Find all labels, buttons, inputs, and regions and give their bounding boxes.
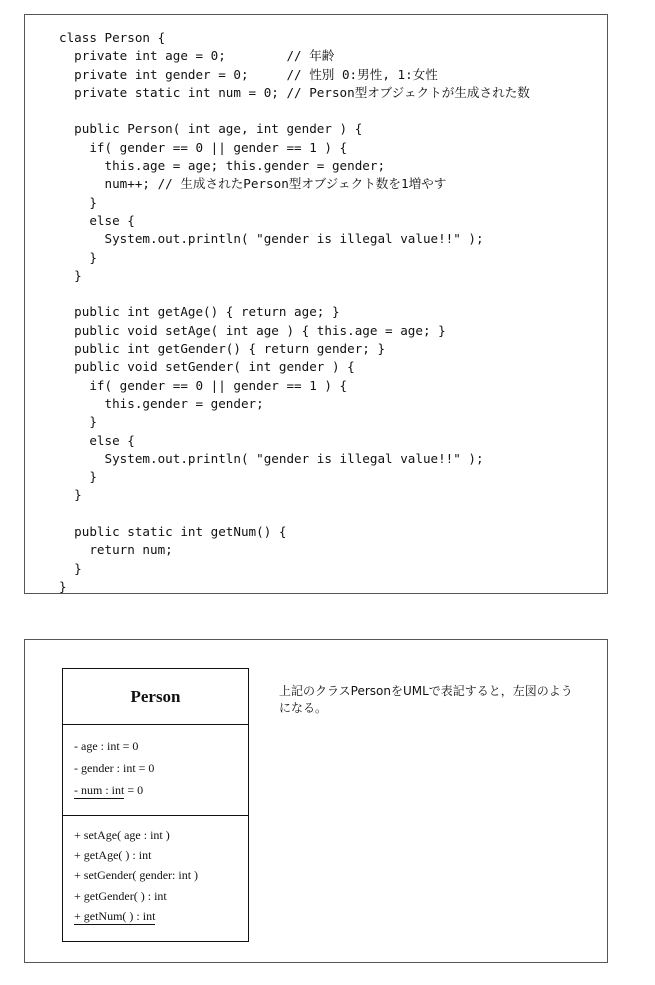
static-underline: - num : int [74, 783, 125, 797]
code-line: private static int num = 0; // Person型オブジェクトが生成された数 [59, 84, 530, 100]
code-line: } [59, 414, 97, 430]
code-line: System.out.println( "gender is illegal value!!" ); [59, 231, 484, 247]
code-line: public int getAge() { return age; } [59, 304, 340, 320]
code-line: if( gender == 0 || gender == 1 ) { [59, 139, 348, 155]
code-line [59, 102, 530, 120]
uml-operation-getnum [74, 908, 248, 928]
uml-operation-getage: + getAge( ) : int [74, 848, 152, 863]
code-listing-panel [24, 14, 608, 594]
uml-operation-setage: + setAge( age : int ) [74, 828, 170, 842]
uml-description-note: 上記のクラスPersonをUMLで表記すると，左図のようになる。 [279, 684, 573, 715]
uml-attribute-age: - age : int = 0 [74, 739, 139, 753]
uml-operation-getgender: + getGender( ) : int [74, 888, 167, 903]
code-line: public void setAge( int age ) { this.age = age; } [59, 322, 446, 338]
code-line: if( gender == 0 || gender == 1 ) { [59, 377, 348, 393]
code-line: this.age = age; this.gender = gender; [59, 158, 386, 174]
uml-attribute-num: - num : int = 0 [74, 783, 144, 797]
code-line: public int getGender() { return gender; } [59, 341, 386, 357]
code-line: else { [59, 432, 135, 448]
code-line: } [59, 249, 97, 265]
code-line: class Person { [59, 30, 166, 45]
uml-attribute-gender: - gender : int = 0 [74, 761, 155, 775]
code-line: private int age = 0; // 年齢 [59, 48, 335, 64]
uml-class-diagram [62, 668, 249, 942]
uml-operation-setgender: + setGender( gender: int ) [74, 868, 199, 883]
code-line: } [59, 267, 82, 283]
code-line [59, 285, 530, 303]
uml-attributes-compartment [63, 725, 248, 816]
uml-operations-compartment [63, 816, 248, 928]
code-line: this.gender = gender; [59, 395, 264, 411]
code-line: else { [59, 212, 135, 228]
uml-panel [24, 639, 608, 963]
code-line: return num; [59, 542, 173, 558]
code-line [59, 505, 530, 523]
code-line: } [59, 578, 67, 594]
java-code-listing [59, 29, 530, 596]
code-line: } [59, 194, 97, 210]
code-line: num++; // 生成されたPerson型オブジェクト数を1増やす [59, 176, 447, 192]
uml-class-name: Person [63, 669, 248, 725]
code-line: public static int getNum() { [59, 524, 287, 540]
code-line: } [59, 560, 82, 576]
code-line: private int gender = 0; // 性別 0:男性, 1:女性 [59, 66, 438, 82]
code-line: } [59, 469, 97, 485]
code-line: System.out.println( "gender is illegal value!!" ); [59, 450, 484, 466]
code-line: } [59, 487, 82, 503]
code-line: public Person( int age, int gender ) { [59, 121, 363, 137]
code-line: public void setGender( int gender ) { [59, 359, 355, 375]
static-underline: + getNum( ) : int [74, 908, 156, 923]
